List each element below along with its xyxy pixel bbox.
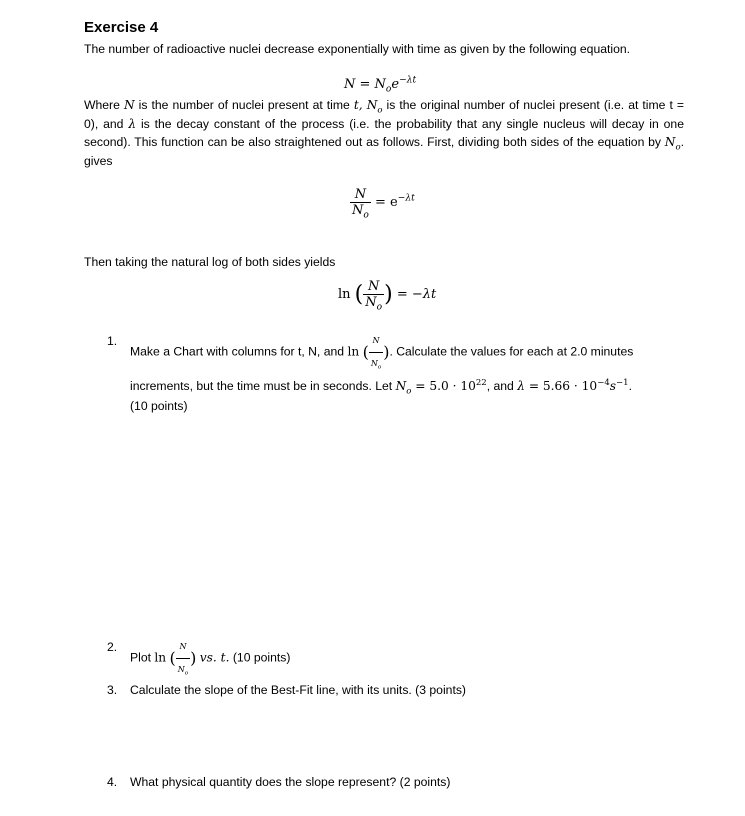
then-text: Then taking the natural log of both sides yields <box>84 255 336 269</box>
question-4: 4. What physical quantity does the slope represent? (2 points) <box>107 775 451 789</box>
intro-text: The number of radioactive nuclei decrease exponentially with time as given by the following equation. <box>84 42 631 56</box>
question-1: 1. Make a Chart with columns for t, N, and ln ( $\frac{N}{N_o}$ ). Calculate the values for each at 2.0 minutes increments, but the time must be in seconds. Let $N_o = 5.0 \cdot 10^{22}$, and $\lambda = 5.66 \cdot 10^{-4}s^{-1}$. (10 points) <box>107 334 634 413</box>
definitions-paragraph: Where N is the number of nuclei present at time t, $N_o$ is the original number of nuclei present (i.e. at time t = 0), and λ is the decay constant of the process (i.e. the probability that any single nucleus will decay in one second). This function can be also straightened out as follows. First, dividing both sides of the equation by $N_o$. gives <box>84 98 684 168</box>
log-equation: ln ( $\frac{N}{N_o}$ ) = −λt <box>338 279 437 313</box>
question-2: 2. Plot ln ( $\frac{N}{N_o}$ ) vs. t. (10 points) <box>107 636 687 681</box>
ratio-equation: $\frac{N}{N_o}$ = $e^{-\lambda t}$ <box>352 187 415 221</box>
decay-equation: $N = N_oe^{-\lambda t}$ <box>344 75 417 95</box>
question-3: 3. Calculate the slope of the Best-Fit line, with its units. (3 points) <box>107 683 466 697</box>
exercise-title: Exercise 4 <box>84 19 159 36</box>
